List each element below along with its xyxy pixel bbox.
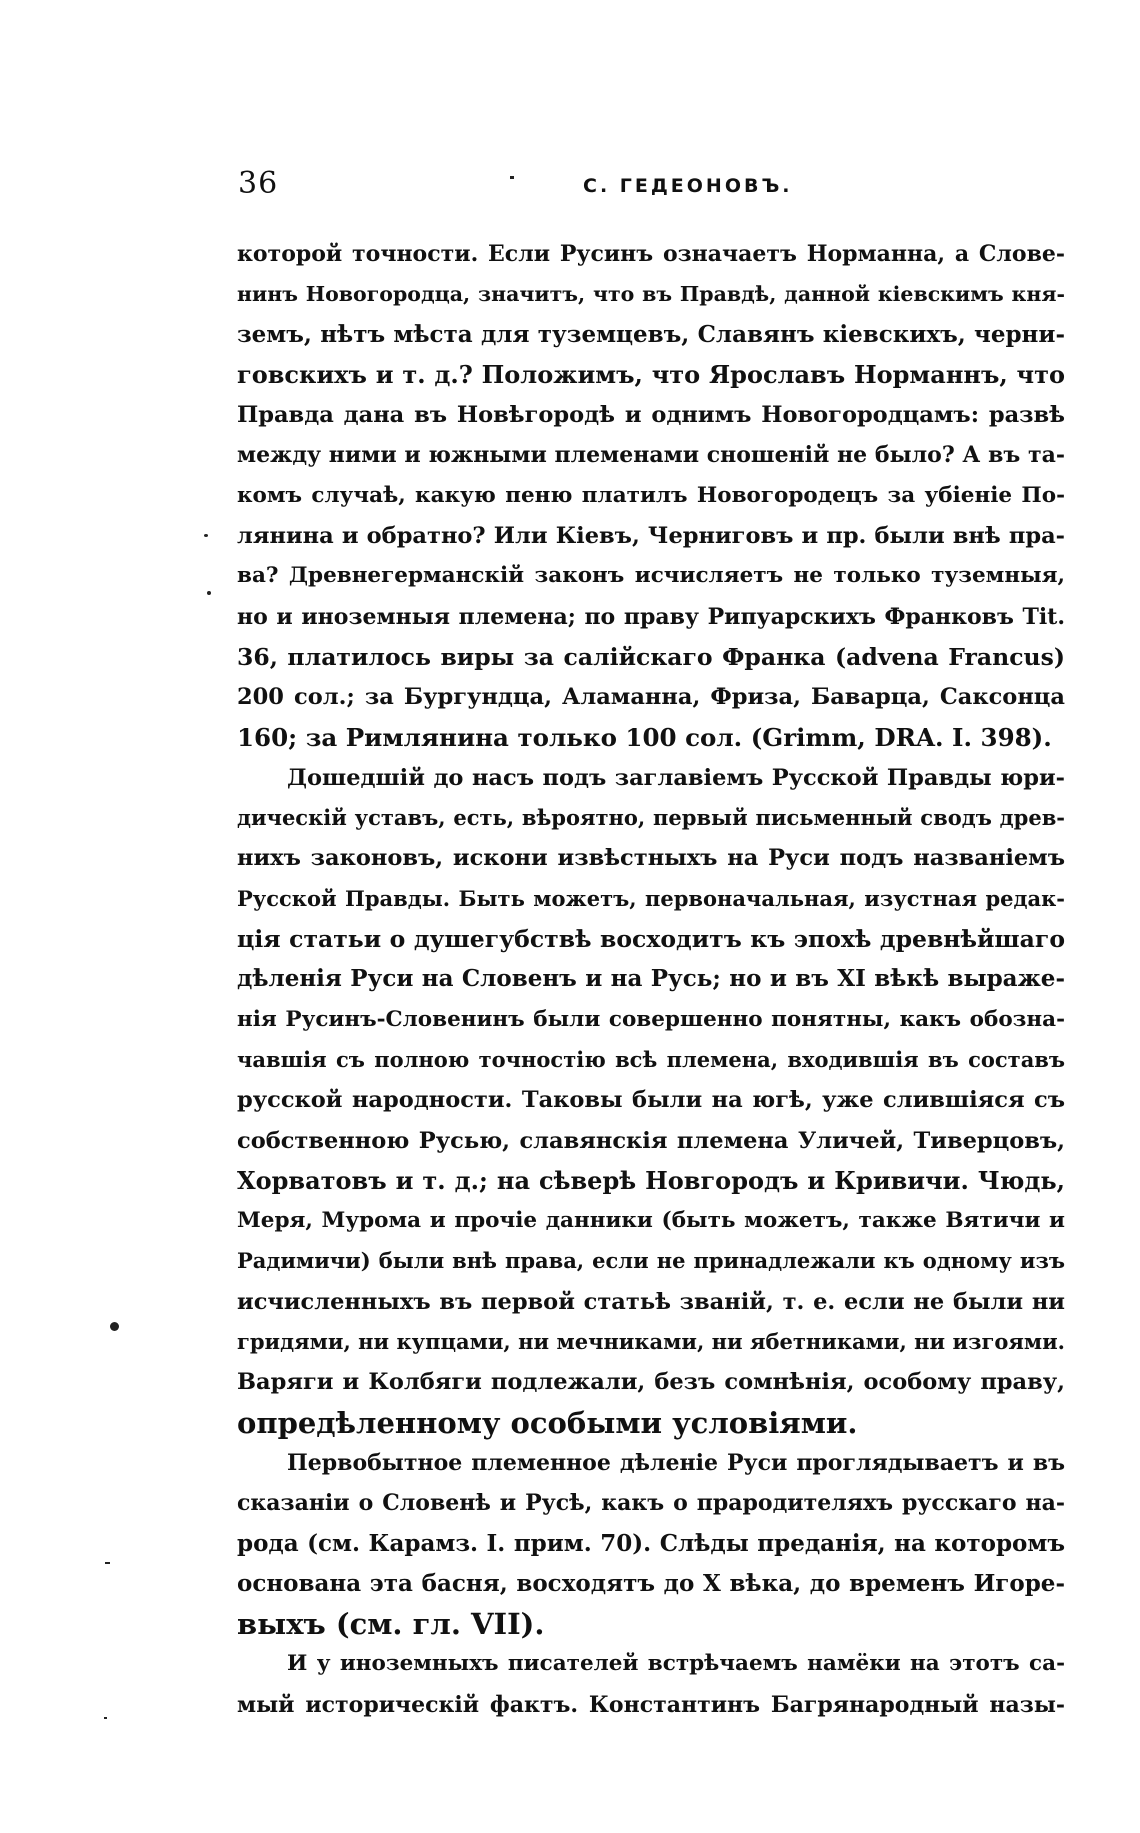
text-line: 200 сол.; за Бургундца, Аламанна, Фриза, Баварца, Саксонца bbox=[237, 684, 1065, 711]
text-line: но и иноземныя племена; по праву Рипуарскихъ Франковъ Tit. bbox=[237, 603, 1065, 630]
margin-dot-mark bbox=[110, 1322, 119, 1331]
text-line: основана эта басня, восходятъ до X вѣка, до временъ Игоре- bbox=[237, 1569, 1065, 1597]
text-line: дическій уставъ, есть, вѣроятно, первый письменный сводъ древ- bbox=[237, 805, 1065, 831]
text-line: дѣленія Руси на Словенъ и на Русь; но и въ XI вѣкѣ выраже- bbox=[237, 965, 1065, 993]
text-line: Меря, Мурома и прочіе данники (быть можетъ, также Вятичи и bbox=[237, 1208, 1065, 1234]
text-line: Правда дана въ Новѣгородѣ и однимъ Новогородцамъ: развѣ bbox=[237, 402, 1065, 429]
text-line: ва? Древнегерманскій законъ исчисляетъ не только туземныя, bbox=[237, 563, 1065, 589]
text-line: исчисленныхъ въ первой статьѣ званій, т. е. если не были ни bbox=[237, 1288, 1065, 1315]
text-line: между ними и южными племенами сношеній не было? А въ та- bbox=[237, 442, 1065, 469]
page-number: 36 bbox=[238, 166, 279, 201]
paragraph-1 bbox=[237, 234, 1065, 758]
body-text bbox=[237, 234, 1065, 1725]
text-line: выхъ (см. гл. VII). bbox=[237, 1607, 545, 1642]
text-line: Дошедшій до насъ подъ заглавіемъ Русской Правды юри- bbox=[287, 764, 1065, 791]
text-line: которой точности. Если Русинъ означаетъ Норманна, а Слове- bbox=[237, 241, 1065, 267]
text-line: Радимичи) были внѣ права, если не принадлежали къ одному изъ bbox=[237, 1248, 1065, 1274]
text-line: ція статьи о душегубствѣ восходитъ къ эпохѣ древнѣйшаго bbox=[237, 925, 1065, 954]
text-line: нинъ Новогородца, значитъ, что въ Правдѣ, данной кіевскимъ кня- bbox=[237, 282, 1065, 307]
header-speck-mark bbox=[510, 176, 514, 179]
margin-speck-mark bbox=[105, 1562, 110, 1564]
text-line: комъ случаѣ, какую пеню платилъ Новогородецъ за убіеніе По- bbox=[237, 482, 1065, 508]
text-line: земъ, нѣтъ мѣста для туземцевъ, Славянъ кіевскихъ, черни- bbox=[237, 320, 1065, 348]
text-line: опредѣленному особыми условіями. bbox=[237, 1405, 858, 1440]
text-line: сказаніи о Словенѣ и Русѣ, какъ о прародителяхъ русскаго на- bbox=[237, 1490, 1065, 1517]
text-line: говскихъ и т. д.? Положимъ, что Ярославъ Норманнъ, что bbox=[237, 359, 1065, 389]
margin-speck-mark bbox=[104, 1717, 107, 1719]
text-line: нихъ законовъ, искони извѣстныхъ на Руси подъ названіемъ bbox=[237, 845, 1065, 872]
text-line: собственною Русью, славянскія племена Уличей, Тиверцовъ, bbox=[237, 1127, 1065, 1154]
text-line: 160; за Римлянина только 100 сол. (Grimm, DRA. I. 398). bbox=[237, 722, 1052, 752]
paragraph-2 bbox=[237, 758, 1065, 1443]
running-head: С. ГЕДЕОНОВЪ. bbox=[583, 175, 793, 197]
text-line: лянина и обратно? Или Кіевъ, Черниговъ и пр. были внѣ пра- bbox=[237, 523, 1065, 550]
text-line: 36, платилось виры за салійскаго Франка (advena Francus) bbox=[237, 642, 1065, 671]
paragraph-4 bbox=[237, 1644, 1065, 1725]
text-line: Хорватовъ и т. д.; на сѣверѣ Новгородъ и Кривичи. Чюдь, bbox=[237, 1165, 1065, 1195]
text-line: Варяги и Колбяги подлежали, безъ сомнѣнія, особому праву, bbox=[237, 1369, 1065, 1396]
text-line: нія Русинъ-Словенинъ были совершенно понятны, какъ обозна- bbox=[237, 1006, 1065, 1032]
text-line: Русской Правды. Быть можетъ, первоначальная, изустная редак- bbox=[237, 885, 1065, 911]
paragraph-3 bbox=[237, 1443, 1065, 1644]
text-line: Первобытное племенное дѣленіе Руси проглядываетъ и въ bbox=[287, 1449, 1065, 1476]
margin-speck-mark bbox=[207, 591, 211, 595]
text-line: русской народности. Таковы были на югѣ, уже слившіяся съ bbox=[237, 1087, 1065, 1114]
text-line: гридями, ни купцами, ни мечниками, ни ябетниками, ни изгоями. bbox=[237, 1329, 1065, 1355]
page-header bbox=[238, 166, 1068, 206]
margin-speck-mark bbox=[204, 534, 208, 537]
text-line: И у иноземныхъ писателей встрѣчаемъ намёки на этотъ са- bbox=[287, 1651, 1065, 1677]
text-line: мый историческій фактъ. Константинъ Багрянародный назы- bbox=[237, 1691, 1065, 1718]
text-line: рода (см. Карамз. I. прим. 70). Слѣды преданія, на которомъ bbox=[237, 1529, 1065, 1557]
text-line: чавшія съ полною точностію всѣ племена, входившія въ составъ bbox=[237, 1046, 1065, 1072]
